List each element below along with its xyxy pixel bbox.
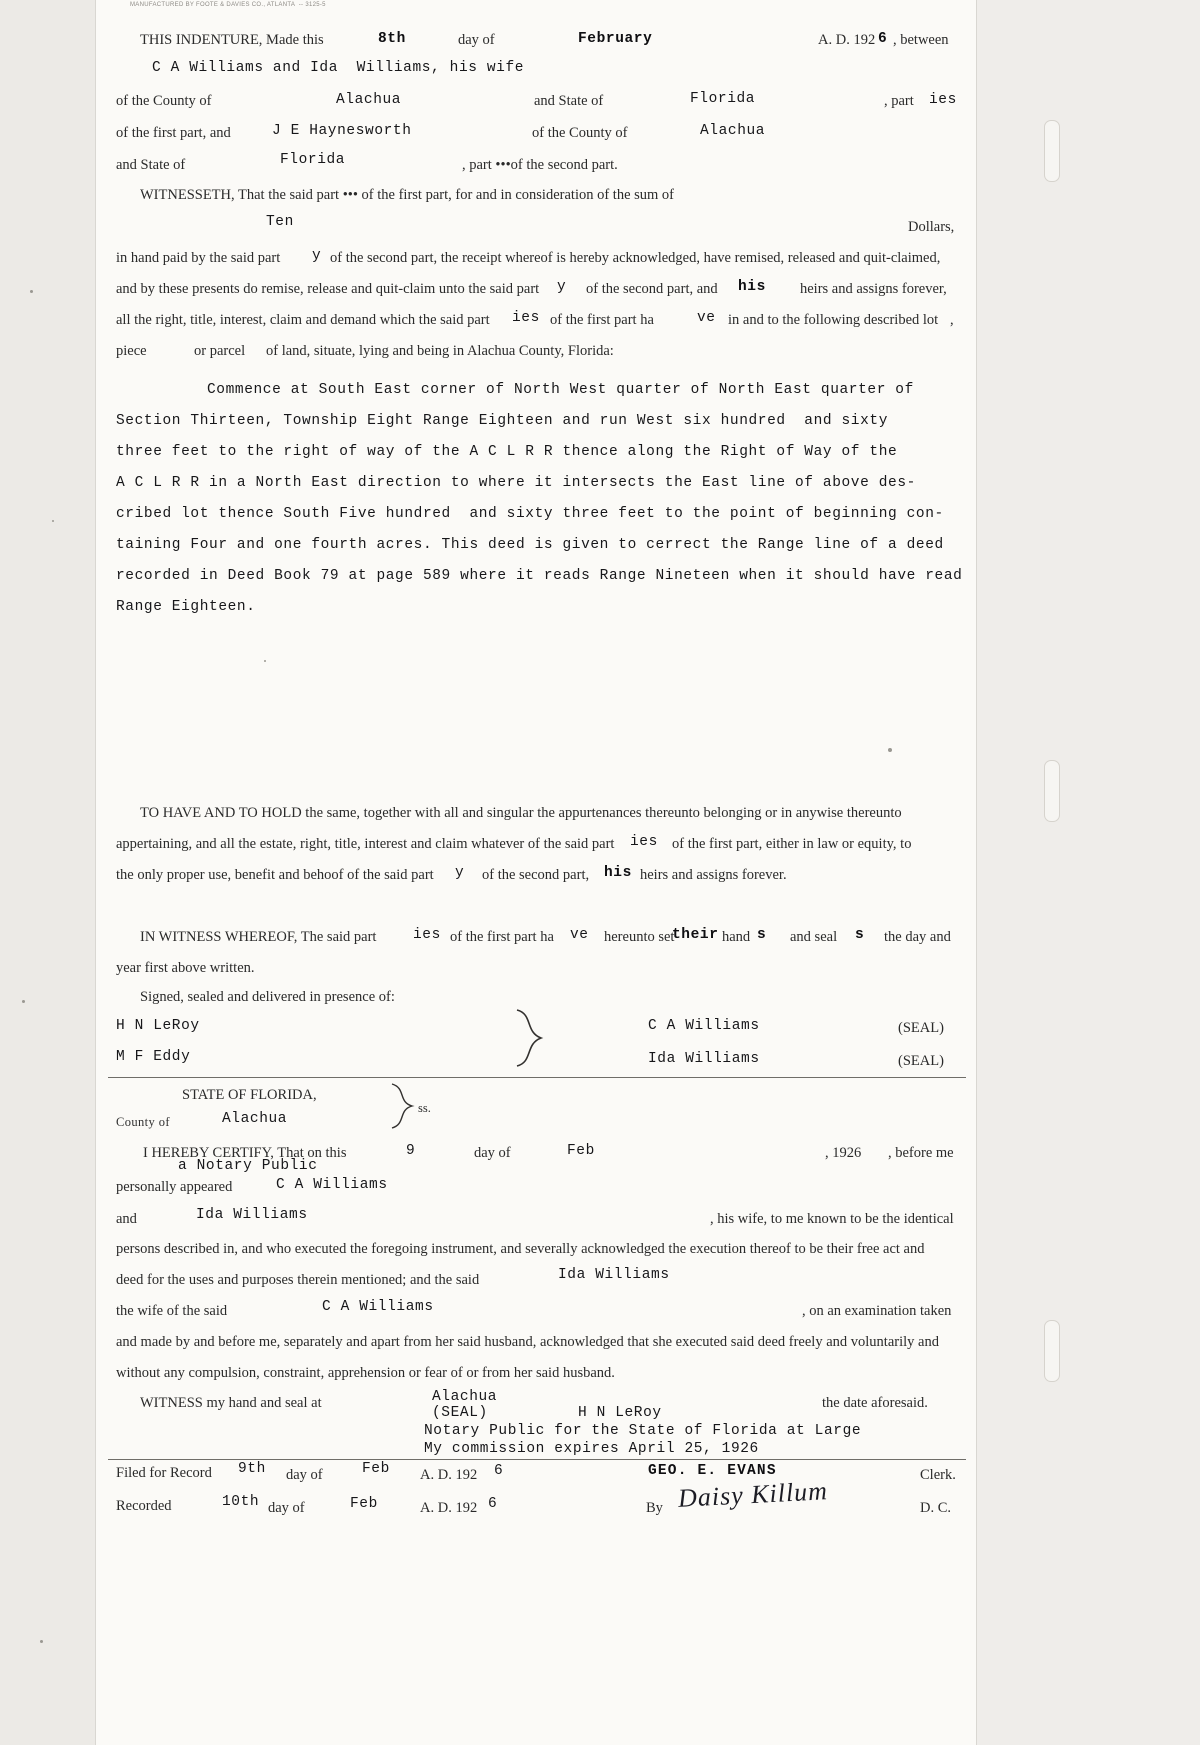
ack-paragraph-4: and made by and before me, separately and apart from her said husband, acknowledged that she executed said deed freely and voluntarily and (116, 1334, 939, 1350)
grantor-signature-2: Ida Williams (648, 1051, 760, 1067)
grantee-county-label: of the County of (532, 125, 628, 141)
witness-whereof-line1d: hand (722, 929, 751, 945)
county-value-ack: Alachua (222, 1111, 288, 1127)
witness-whereof-line1a: IN WITNESS WHEREOF, The said part (140, 929, 377, 945)
witness-whereof-fill-ies: ies (413, 927, 441, 943)
witness-whereof-line1c: hereunto set (604, 929, 675, 945)
grantee-state: Florida (280, 152, 346, 168)
recorded-month: Feb (350, 1496, 378, 1512)
appeared-name: C A Williams (276, 1177, 388, 1193)
seal-label-1: (SEAL) (898, 1020, 944, 1036)
habendum-line2b: of the first part, either in law or equity, to (672, 836, 912, 852)
part-label: , part (884, 93, 914, 109)
indenture-month: February (578, 31, 653, 47)
description-line-3: three feet to the right of way of the A C L R R thence along the Right of Way of the (116, 444, 898, 460)
clerk-label: Clerk. (920, 1467, 956, 1483)
ack-paragraph-5: without any compulsion, constraint, apprehension or fear of or from her said husband. (116, 1365, 615, 1381)
consideration-line4-fill2: ve (697, 310, 716, 326)
deputy-clerk-signature: Daisy Killum (677, 1476, 829, 1513)
witness-whereof-line2: year first above written. (116, 960, 255, 976)
consideration-line5a: piece (116, 343, 147, 359)
consideration-line5b: or parcel (194, 343, 246, 359)
printer-imprint: MANUFACTURED BY FOOTE & DAVIES CO., ATLANTA -- 3125-5 (130, 2, 326, 8)
notary-expiry-line: My commission expires April 25, 1926 (424, 1441, 759, 1457)
scan-speck (30, 290, 33, 293)
habendum-line2a: appertaining, and all the estate, right, title, interest and claim whatever of the said part (116, 836, 615, 852)
day-of-label: day of (458, 32, 495, 48)
notary-seal-mark: (SEAL) (432, 1405, 488, 1421)
description-line-1: Commence at South East corner of North West quarter of North East quarter of (207, 382, 914, 398)
description-line-4: A C L R R in a North East direction to where it intersects the East line of above des- (116, 475, 916, 491)
certify-before-me: , before me (888, 1145, 954, 1161)
habendum-line2-fill: ies (630, 834, 658, 850)
wife-tail: , his wife, to me known to be the identical (710, 1211, 954, 1227)
witness-whereof-line1f: the day and (884, 929, 951, 945)
filed-ad-label: A. D. 192 (420, 1467, 478, 1483)
consideration-line2b: of the second part, the receipt whereof is hereby acknowledged, have remised, released and quit-claimed, (330, 250, 941, 266)
filed-day: 9th (238, 1461, 266, 1477)
grantor-signature-1: C A Williams (648, 1018, 760, 1034)
witness-place: Alachua (432, 1389, 498, 1405)
scan-speck (264, 660, 266, 662)
consideration-line3-fill2: his (738, 279, 766, 295)
recording-divider (108, 1459, 966, 1460)
signature-brace-icon (515, 1008, 547, 1068)
first-part-label: of the first part, and (116, 125, 231, 141)
state-of-label: and State of (534, 93, 604, 109)
scan-speck (888, 748, 892, 752)
indenture-year-digit: 6 (878, 31, 888, 47)
description-line-6: taining Four and one fourth acres. This deed is given to cerrect the Range line of a deed (116, 537, 944, 553)
witness-whereof-line1e: and seal (790, 929, 838, 945)
ack-paragraph-2a: deed for the uses and purposes therein mentioned; and the said (116, 1272, 480, 1288)
signed-sealed-label: Signed, sealed and delivered in presence of: (140, 989, 395, 1005)
witness-whereof-fill-ve: ve (570, 927, 589, 943)
scan-speck (52, 520, 54, 522)
ack-paragraph-3b: , on an examination taken (802, 1303, 952, 1319)
personally-appeared-label: personally appeared (116, 1179, 233, 1195)
part-suffix-ies: ies (929, 92, 957, 108)
county-of-label-ack: County of (116, 1115, 170, 1129)
habendum-line3b: of the second part, (482, 867, 590, 883)
grantee-county: Alachua (700, 123, 766, 139)
witness-whereof-fill-their: their (672, 927, 719, 943)
certify-day-of-label: day of (474, 1145, 511, 1161)
consideration-line4-comma: , (950, 312, 954, 328)
witness-signature-2: M F Eddy (116, 1049, 191, 1065)
witnesseth-line: WITNESSETH, That the said part ••• of the first part, for and in consideration of the sum of (140, 187, 675, 203)
ad-label: A. D. 192 (818, 32, 876, 48)
habendum-line3a: the only proper use, benefit and behoof of the said part (116, 867, 434, 883)
indenture-day: 8th (378, 31, 406, 47)
seal-label-2: (SEAL) (898, 1053, 944, 1069)
habendum-line3-fill2: his (604, 865, 632, 881)
filed-month: Feb (362, 1461, 390, 1477)
ack-paragraph-2-fill: Ida Williams (558, 1267, 670, 1283)
description-line-7: recorded in Deed Book 79 at page 589 where it reads Range Nineteen when it should have read (116, 568, 963, 584)
dc-label: D. C. (920, 1500, 952, 1516)
filed-year-digit: 6 (494, 1463, 504, 1479)
consideration-line4c: in and to the following described lot (728, 312, 939, 328)
county-of-label: of the County of (116, 93, 212, 109)
section-divider (108, 1077, 966, 1078)
and-label: and (116, 1211, 137, 1227)
witness-hand-label: WITNESS my hand and seal at (140, 1395, 322, 1411)
between-label: , between (893, 32, 949, 48)
consideration-line3c: heirs and assigns forever, (800, 281, 947, 297)
consideration-line4-fill: ies (512, 310, 540, 326)
recorded-day: 10th (222, 1494, 260, 1510)
consideration-line4a: all the right, title, interest, claim and demand which the said part (116, 312, 490, 328)
second-part-label: , part •••of the second part. (462, 157, 618, 173)
scan-speck (22, 1000, 25, 1003)
description-line-2: Section Thirteen, Township Eight Range Eighteen and run West six hundred and sixty (116, 413, 889, 429)
certify-line-a: I HEREBY CERTIFY, That on this (143, 1145, 347, 1161)
witness-whereof-line1b: of the first part ha (450, 929, 554, 945)
filed-day-of-label: day of (286, 1467, 323, 1483)
dollars-label: Dollars, (908, 219, 955, 235)
certify-month: Feb (567, 1143, 595, 1159)
binder-hole-icon (1044, 1320, 1060, 1382)
filed-for-record-label: Filed for Record (116, 1465, 212, 1481)
habendum-line3-fill: y (455, 865, 465, 881)
acknowledgment-brace-icon (390, 1082, 416, 1130)
notary-name: H N LeRoy (578, 1405, 662, 1421)
witness-whereof-fill-s1: s (757, 927, 767, 943)
witness-whereof-fill-s2: s (855, 927, 865, 943)
scan-speck (40, 1640, 43, 1643)
wife-name: Ida Williams (196, 1207, 308, 1223)
grantee-state-label: and State of (116, 157, 186, 173)
description-line-8: Range Eighteen. (116, 599, 256, 615)
certify-year: , 1926 (825, 1145, 862, 1161)
by-label: By (646, 1500, 663, 1516)
consideration-line3a: and by these presents do remise, release and quit-claim unto the said part (116, 281, 540, 297)
description-line-5: cribed lot thence South Five hundred and sixty three feet to the point of beginning con- (116, 506, 944, 522)
grantor-county: Alachua (336, 92, 402, 108)
consideration-line2-fill: y (312, 248, 322, 264)
indenture-lead: THIS INDENTURE, Made this (140, 32, 324, 48)
ack-paragraph-3a: the wife of the said (116, 1303, 228, 1319)
notary-title-typed: a Notary Public (178, 1158, 318, 1174)
certify-day: 9 (406, 1143, 416, 1159)
consideration-line5c: of land, situate, lying and being in Alachua County, Florida: (266, 343, 614, 359)
recorded-year-digit: 6 (488, 1496, 498, 1512)
clerk-name: GEO. E. EVANS (648, 1463, 777, 1479)
grantor-state: Florida (690, 91, 756, 107)
consideration-line4b: of the first part ha (550, 312, 654, 328)
state-of-florida-label: STATE OF FLORIDA, (182, 1087, 317, 1103)
scan-right-margin (976, 0, 1200, 1745)
witness-signature-1: H N LeRoy (116, 1018, 200, 1034)
scan-left-margin (0, 0, 96, 1745)
grantor-names: C A Williams and Ida Williams, his wife (152, 60, 525, 76)
consideration-line2a: in hand paid by the said part (116, 250, 281, 266)
recorded-label: Recorded (116, 1498, 172, 1514)
recorded-day-of-label: day of (268, 1500, 305, 1516)
recorded-ad-label: A. D. 192 (420, 1500, 478, 1516)
ack-paragraph-3-fill: C A Williams (322, 1299, 434, 1315)
the-date-aforesaid-label: the date aforesaid. (822, 1395, 928, 1411)
consideration-line3b: of the second part, and (586, 281, 718, 297)
ss-label: ss. (418, 1101, 431, 1115)
consideration-line3-fill: y (557, 279, 567, 295)
ack-paragraph-1: persons described in, and who executed the foregoing instrument, and severally acknowledged the execution thereof to be their free act and (116, 1241, 925, 1257)
grantee-name: J E Haynesworth (272, 123, 412, 139)
binder-hole-icon (1044, 120, 1060, 182)
consideration-amount: Ten (266, 214, 294, 230)
habendum-line3c: heirs and assigns forever. (640, 867, 787, 883)
habendum-line1: TO HAVE AND TO HOLD the same, together with all and singular the appurtenances thereunto belonging or in anywise thereunto (140, 805, 902, 821)
notary-commission-line: Notary Public for the State of Florida at Large (424, 1423, 862, 1439)
binder-hole-icon (1044, 760, 1060, 822)
